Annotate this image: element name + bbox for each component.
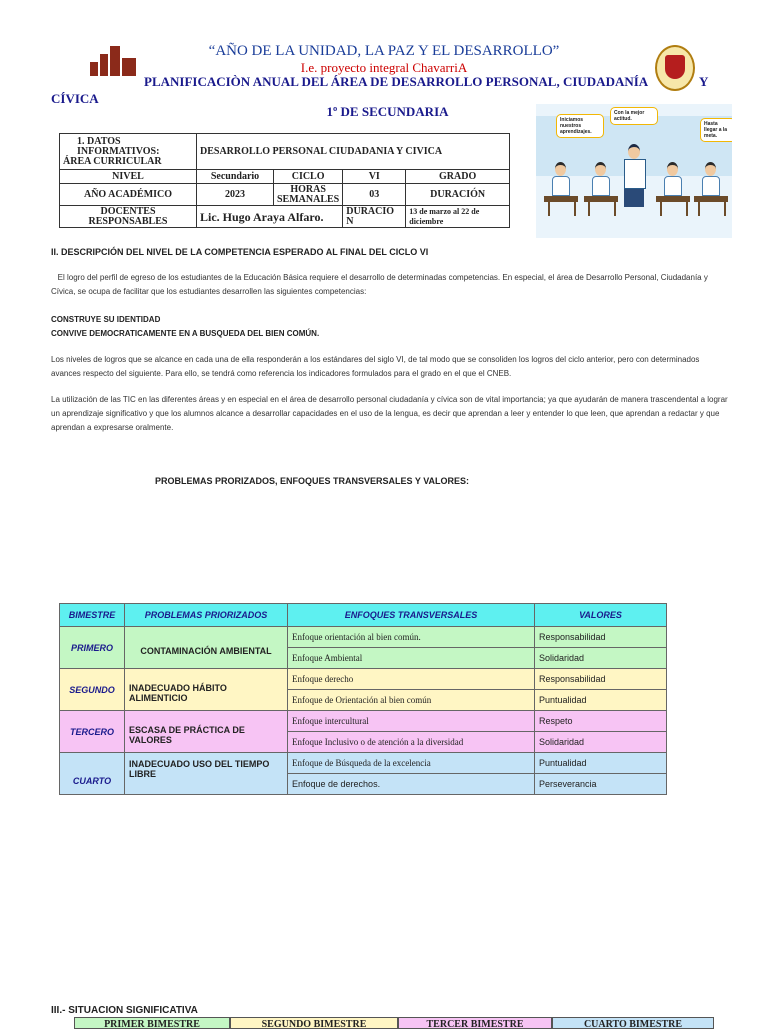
nivel-label: NIVEL xyxy=(60,170,197,184)
bimestre-cell: CUARTO xyxy=(60,753,125,795)
bimestre-cell: SEGUNDO xyxy=(60,669,125,711)
valor-cell: Perseverancia xyxy=(535,774,667,795)
datos-cell: 1. DATOS INFORMATIVOS: ÁREA CURRICULAR xyxy=(60,134,197,170)
area-value: DESARROLLO PERSONAL CIUDADANIA Y CIVICA xyxy=(197,134,510,170)
problem-cell: ESCASA DE PRÁCTICA DE VALORES xyxy=(125,711,288,753)
bimestre-cell: TERCERO xyxy=(60,711,125,753)
enfoque-cell: Enfoque intercultural xyxy=(288,711,535,732)
table-row xyxy=(60,753,667,774)
valor-cell: Puntualidad xyxy=(535,753,667,774)
ciclo-value: VI xyxy=(343,170,406,184)
student-figure xyxy=(552,162,568,196)
col-header: ENFOQUES TRANSVERSALES xyxy=(288,604,535,627)
anio-value: 2023 xyxy=(197,184,274,206)
classroom-illustration xyxy=(536,104,732,238)
paragraph-3: La utilización de las TIC en las diferentes áreas y en especial en el área de desarrollo personal ciudadanía y cívica son de vital importancia; ya que ayudarán de manera trascendental a lograr un aprendizaje significativo y que los alumnos alcance a desarrollar capacidades en el uso de la lengua, es decir que aprendan a leer y entender lo que leen, que aprendan a redactar y que aprendan a expresarse oralmente. xyxy=(51,395,728,432)
docentes-value: Lic. Hugo Araya Alfaro. xyxy=(197,206,343,228)
valor-cell: Responsabilidad xyxy=(535,669,667,690)
table-header-row xyxy=(60,604,667,627)
horas-label: HORAS SEMANALES xyxy=(274,184,343,206)
info-table xyxy=(59,133,510,228)
school-crest xyxy=(655,45,695,91)
valor-cell: Respeto xyxy=(535,711,667,732)
col-header: PROBLEMAS PRIORIZADOS xyxy=(125,604,288,627)
problem-cell: CONTAMINACIÓN AMBIENTAL xyxy=(125,627,288,669)
competencies xyxy=(51,313,319,341)
enfoque-cell: Enfoque orientación al bien común. xyxy=(288,627,535,648)
duracion-value: 13 de marzo al 22 de diciembre xyxy=(406,206,510,228)
problem-cell: INADECUADO USO DEL TIEMPO LIBRE xyxy=(125,753,288,795)
student-figure xyxy=(592,162,608,196)
anio-label: AÑO ACADÉMICO xyxy=(60,184,197,206)
page-title-tail: CÍVICA xyxy=(51,91,99,106)
valor-cell: Responsabilidad xyxy=(535,627,667,648)
duracion-label-2: DURACIO N xyxy=(343,206,406,228)
col-header: BIMESTRE xyxy=(60,604,125,627)
enfoque-cell: Enfoque derecho xyxy=(288,669,535,690)
section-3-heading: III.- SITUACION SIGNIFICATIVA xyxy=(51,1005,198,1016)
page-title-y: Y xyxy=(699,74,709,89)
paragraph-2: Los niveles de logros que se alcance en cada una de ella responderán a los estándares del siglo VI, de tal modo que se consoliden los logros del ciclo anterior, pero con determinados avances respecto del siguiente. Para ello, se tendrá como referencia los indicadores formulados para el grado en el que el CNEB. xyxy=(51,355,700,378)
teacher-figure xyxy=(624,144,644,207)
paragraph-1: El logro del perfil de egreso de los estudiantes de la Educación Básica requiere el desarrollo de determinadas competencias. En especial, el área de Desarrollo Personal, Ciudadanía y Cívica, se ocupa de facilitar que los estudiantes desarrollen las siguientes competencias: xyxy=(51,273,708,296)
school-name: I.e. proyecto integral ChavarriA xyxy=(300,60,468,75)
duracion-label: DURACIÓN xyxy=(406,184,510,206)
bimestre-header-4: CUARTO BIMESTRE xyxy=(552,1017,714,1029)
competency-2: CONVIVE DEMOCRATICAMENTE EN A BUSQUEDA DEL BIEN COMÚN. xyxy=(51,329,320,338)
table-row xyxy=(60,669,667,690)
horas-value: 03 xyxy=(343,184,406,206)
enfoque-cell: Enfoque de derechos. xyxy=(288,774,535,795)
valor-cell: Solidaridad xyxy=(535,648,667,669)
bimestre-header-2: SEGUNDO BIMESTRE xyxy=(230,1017,398,1029)
student-figure xyxy=(664,162,680,196)
bimestre-header-1: PRIMER BIMESTRE xyxy=(74,1017,230,1029)
motto: “AÑO DE LA UNIDAD, LA PAZ Y EL DESARROLLO” xyxy=(208,43,560,59)
speech-bubble-3: Hasta llegar a la meta. xyxy=(700,118,732,142)
grade-title: 1º DE SECUNDARIA xyxy=(326,104,449,119)
speech-bubble-2: Con la mejor actitud. xyxy=(610,107,658,125)
valor-cell: Solidaridad xyxy=(535,732,667,753)
page-title: PLANIFICACIÒN ANUAL DEL ÁREA DE DESARROLLO PERSONAL, CIUDADANÍA xyxy=(144,74,649,89)
enfoque-cell: Enfoque de Orientación al bien común xyxy=(288,690,535,711)
enfoque-cell: Enfoque Ambiental xyxy=(288,648,535,669)
bimestre-header-3: TERCER BIMESTRE xyxy=(398,1017,552,1029)
enfoque-cell: Enfoque de Búsqueda de la excelencia xyxy=(288,753,535,774)
table-row xyxy=(60,627,667,648)
speech-bubble-1: Iniciamos nuestros aprendizajes. xyxy=(556,114,604,138)
valor-cell: Puntualidad xyxy=(535,690,667,711)
problems-table xyxy=(59,603,667,795)
problem-cell: INADECUADO HÁBITO ALIMENTICIO xyxy=(125,669,288,711)
table-row xyxy=(60,711,667,732)
competency-1: CONSTRUYE SU IDENTIDAD xyxy=(51,315,161,324)
docentes-label: DOCENTES RESPONSABLES xyxy=(60,206,197,228)
problems-heading: PROBLEMAS PRORIZADOS, ENFOQUES TRANSVERSALES Y VALORES: xyxy=(155,476,470,486)
nivel-value: Secundario xyxy=(197,170,274,184)
col-header: VALORES xyxy=(535,604,667,627)
grado-label: GRADO xyxy=(406,170,510,184)
student-figure xyxy=(702,162,718,196)
bimestre-cell: PRIMERO xyxy=(60,627,125,669)
enfoque-cell: Enfoque Inclusivo o de atención a la diversidad xyxy=(288,732,535,753)
section-2-heading: II. DESCRIPCIÓN DEL NIVEL DE LA COMPETENCIA ESPERADO AL FINAL DEL CICLO VI xyxy=(51,247,429,257)
ciclo-label: CICLO xyxy=(274,170,343,184)
